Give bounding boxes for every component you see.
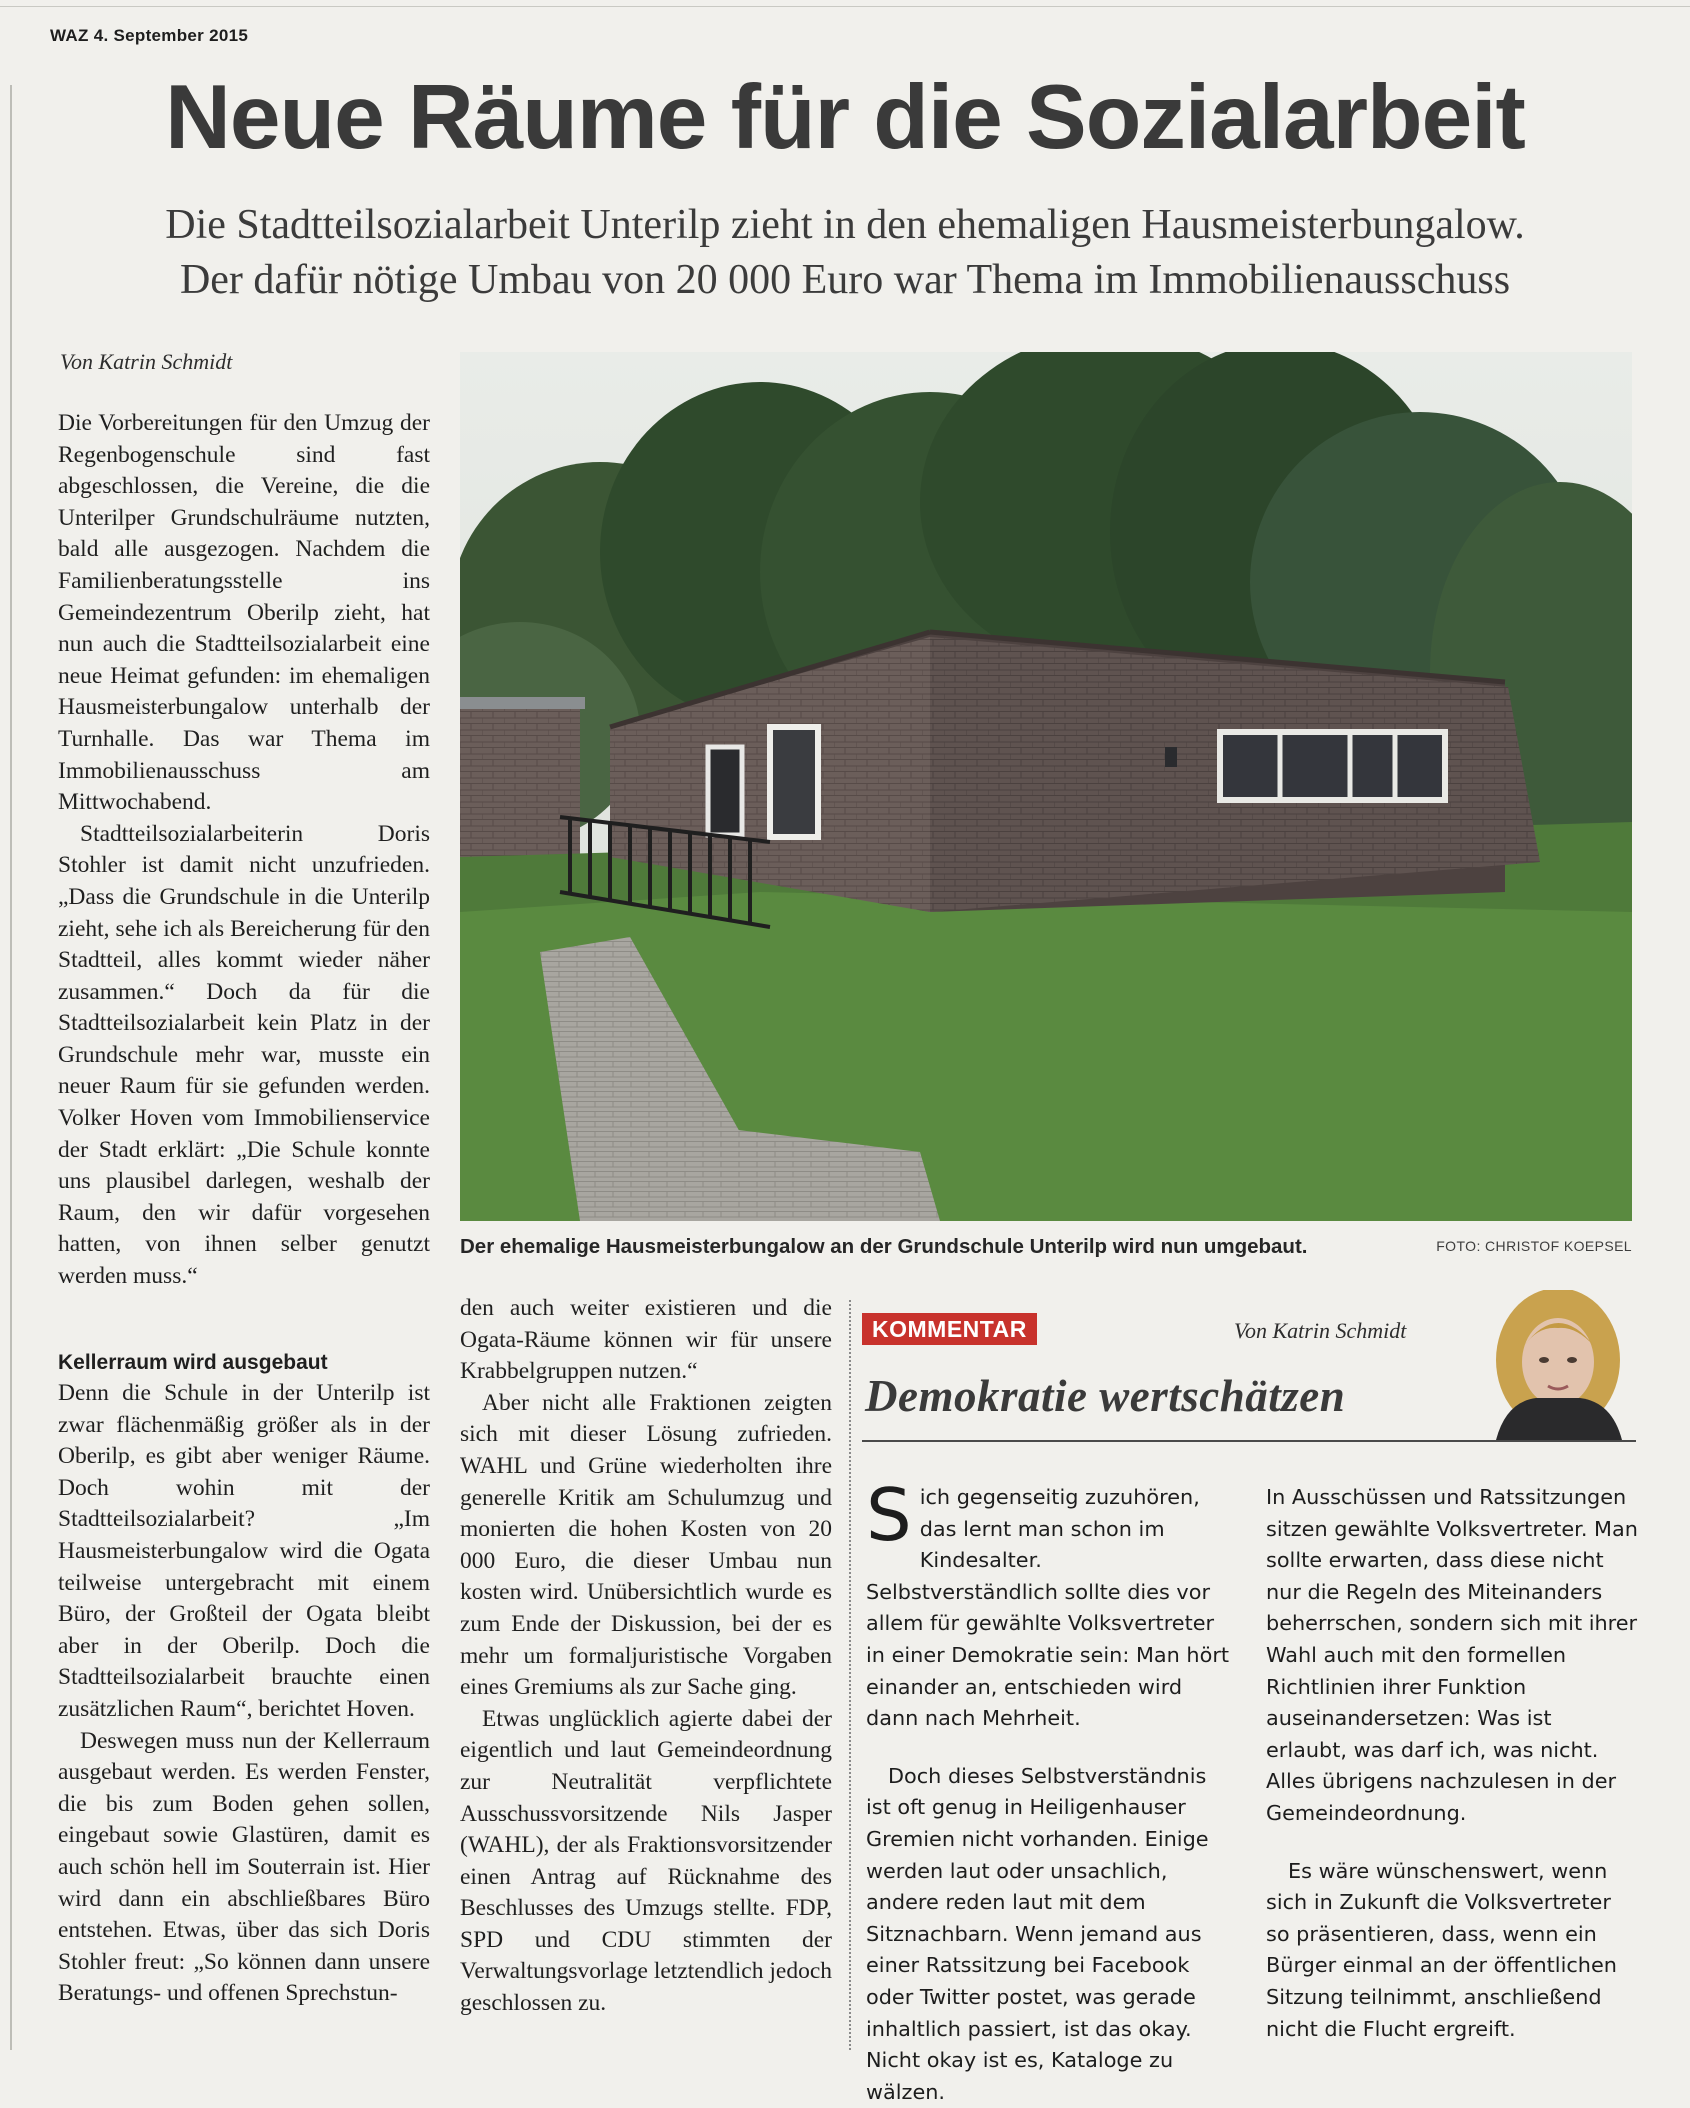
article-paragraph: Denn die Schule in der Unterilp ist zwar flächenmäßig größer als in der Oberilp, es gibt aber weniger Räume. Doch wohin mit der Stadtteilsozialarbeit? „Im Hausmeisterbungalow wird die Ogata teilweise untergebracht mit einem Büro, der Großteil der Ogata bleibt aber in der Oberilp. Doch die Stadtteilsozialarbeit brauchte einen zusätzlichen Raum“, berichtet Hoven. bbox=[58, 1380, 430, 1722]
commentary-paragraph: Es wäre wünschenswert, wenn sich in Zukunft die Volksvertreter so präsentieren, dass, wenn ein Bürger einmal an der öffentlichen Sitzung teilnimmt, anschließend nicht die Flucht ergreift. bbox=[1266, 1858, 1617, 2041]
subheadline-line-1: Die Stadtteilsozialarbeit Unterilp zieht in den ehemaligen Hausmeisterbungalow. bbox=[165, 202, 1525, 248]
commentary-title: Demokratie wertschätzen bbox=[865, 1371, 1346, 1421]
headline: Neue Räume für die Sozialarbeit bbox=[165, 67, 1525, 168]
article-paragraph: Etwas unglücklich agierte dabei der eigentlich und laut Gemeindeordnung zur Neutralität verpflichtete Ausschussvorsitzende Nils Jasper (WAHL), der als Fraktionsvorsitzender einen Antrag auf Rücknahme des Beschlusses des Umzugs stellte. FDP, SPD und CDU stimmten der Verwaltungsvorlage letztendlich jedoch geschlossen zu. bbox=[460, 1705, 832, 2017]
page-edge-top bbox=[0, 6, 1690, 7]
dropcap: S bbox=[866, 1473, 912, 1557]
article-paragraph: Stadtteilsozialarbeiterin Doris Stohler ist damit nicht unzufrieden. „Dass die Grundschule in die Unterilp zieht, sehe ich als Bereicherung für den Stadtteil, alles kommt wieder näher zusammen.“ Doch da für die Stadtteilsozialarbeit kein Platz in der Grundschule mehr war, musste ein neuer Raum für sie gefunden werden. Volker Hoven vom Immobilienservice der Stadt erklärt: „Die Schule konnte uns plausibel darlegen, weshalb der Raum, den wir dafür vorgesehen hatten, von ihnen selber genutzt werden muss.“ bbox=[58, 820, 430, 1290]
commentary-paragraph: In Ausschüssen und Ratssitzungen sitzen gewählte Volksvertreter. Man sollte erwarten, dass diese nicht nur die Regeln des Miteinanders beherrschen, sondern sich mit ihrer Wahl auch mit den formellen Richtlinien ihrer Funktion auseinandersetzen: Was ist erlaubt, was darf ich, was nicht. Alles übrigens nachzulesen in der Gemeindeordnung. bbox=[1266, 1485, 1638, 1825]
bungalow-photo-illustration bbox=[460, 352, 1632, 1221]
photo-credit: FOTO: CHRISTOF KOEPSEL bbox=[1436, 1238, 1632, 1254]
column-divider bbox=[849, 1300, 851, 2050]
article-column-2 bbox=[460, 1293, 832, 2020]
commentary-paragraph bbox=[866, 1473, 1234, 1735]
commentary-label: KOMMENTAR bbox=[862, 1313, 1037, 1345]
commentary-rule bbox=[862, 1440, 1636, 1442]
page-edge-left bbox=[10, 85, 12, 2050]
subheadline-line-2: Der dafür nötige Umbau von 20 000 Euro war Thema im Immobilienausschuss bbox=[179, 257, 1511, 303]
article-paragraph: den auch weiter existieren und die Ogata-Räume können wir für unsere Krabbelgruppen nutzen.“ bbox=[460, 1295, 832, 1385]
dateline: WAZ 4. September 2015 bbox=[50, 26, 249, 45]
article-photo bbox=[460, 352, 1632, 1221]
commentary-column-2 bbox=[1266, 1482, 1638, 2045]
article-byline: Von Katrin Schmidt bbox=[60, 349, 233, 374]
author-portrait bbox=[1466, 1290, 1636, 1440]
article-paragraph: Aber nicht alle Fraktionen zeigten sich mit dieser Lösung zufrieden. WAHL und Grüne wiederholten ihre generelle Kritik am Schulumzug und monierten die hohen Kosten von 20 000 Euro, die dieser Umbau nun kosten wird. Unübersichtlich wurde es zum Ende der Diskussion, bei der es mehr um formaljuristische Vorgaben eines Gremiums als zur Sache ging. bbox=[460, 1389, 832, 1701]
photo-caption: Der ehemalige Hausmeisterbungalow an der Grundschule Unterilp wird nun umgebaut. bbox=[460, 1235, 1308, 1258]
commentary-column-1 bbox=[866, 1473, 1234, 2108]
author-portrait-illustration bbox=[1466, 1290, 1636, 1440]
article-column-1-lower bbox=[58, 1348, 430, 2010]
commentary-text: ich gegenseitig zuzuhören, das lernt man schon im Kindesalter. Selbstverständlich sollte dies vor allem für gewählte Volksvertreter in einer Demokratie sein: Man hört einander an, entschieden wird dann nach Mehrheit. bbox=[866, 1485, 1230, 1731]
article-column-1 bbox=[58, 408, 430, 1293]
article-paragraph: Die Vorbereitungen für den Umzug der Regenbogenschule sind fast abgeschlossen, die Vereine, die die Unterilper Grundschulräume nutzten, bald alle ausgezogen. Nachdem die Familienberatungsstelle ins Gemeindezentrum Oberilp zieht, hat nun auch die Stadtteilsozialarbeit eine neue Heimat gefunden: im ehemaligen Hausmeisterbungalow unterhalb der Turnhalle. Das war Thema im Immobilienausschuss am Mittwochabend. bbox=[58, 410, 430, 816]
subheadline bbox=[40, 198, 1650, 308]
commentary-paragraph: Doch dieses Selbstverständnis ist oft genug in Heiligenhauser Gremien nicht vorhanden. Einige werden laut oder unsachlich, andere reden laut mit dem Sitznachbarn. Wenn jemand aus einer Ratssitzung bei Facebook oder Twitter postet, was gerade inhaltlich passiert, ist das okay. Nicht okay ist es, Kataloge zu wälzen. bbox=[866, 1763, 1209, 2104]
commentary-byline: Von Katrin Schmidt bbox=[1234, 1318, 1407, 1343]
article-paragraph: Deswegen muss nun der Kellerraum ausgebaut werden. Es werden Fenster, die bis zum Boden gehen sollen, eingebaut sowie Glastüren, damit es auch schön hell im Souterrain ist. Hier wird dann ein abschließbares Büro entstehen. Etwas, über das sich Doris Stohler freut: „So können dann unsere Beratungs- und offenen Sprechstun- bbox=[58, 1727, 430, 2007]
article-subheading: Kellerraum wird ausgebaut bbox=[58, 1351, 328, 1374]
